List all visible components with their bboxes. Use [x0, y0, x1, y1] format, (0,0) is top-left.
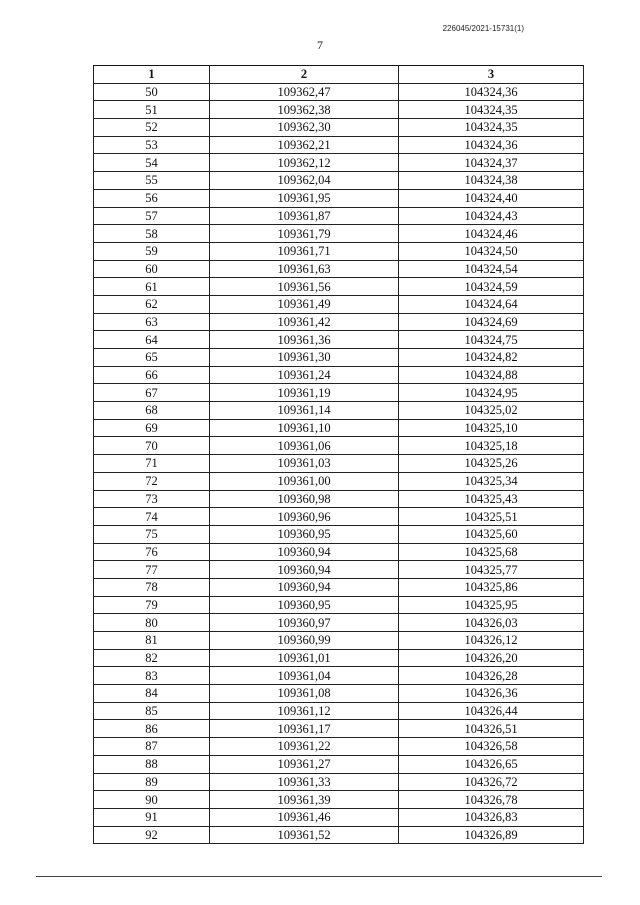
x-coordinate-cell: 109361,56	[210, 278, 399, 296]
x-coordinate-cell: 109361,46	[210, 808, 399, 826]
x-coordinate-cell: 109361,01	[210, 649, 399, 667]
point-number-cell: 73	[94, 490, 210, 508]
table-row	[94, 791, 584, 809]
y-coordinate-cell: 104324,43	[399, 207, 584, 225]
y-coordinate-cell: 104326,44	[399, 702, 584, 720]
x-coordinate-cell: 109360,95	[210, 596, 399, 614]
y-coordinate-cell: 104325,60	[399, 525, 584, 543]
y-coordinate-cell: 104325,26	[399, 455, 584, 473]
x-coordinate-cell: 109360,98	[210, 490, 399, 508]
point-number-cell: 63	[94, 313, 210, 331]
x-coordinate-cell: 109360,95	[210, 525, 399, 543]
x-coordinate-cell: 109361,27	[210, 755, 399, 773]
x-coordinate-cell: 109361,04	[210, 667, 399, 685]
x-coordinate-cell: 109361,17	[210, 720, 399, 738]
point-number-cell: 52	[94, 119, 210, 137]
table-row	[94, 189, 584, 207]
point-number-cell: 57	[94, 207, 210, 225]
point-number-cell: 72	[94, 472, 210, 490]
table-row	[94, 826, 584, 844]
table-row	[94, 632, 584, 650]
table-row	[94, 331, 584, 349]
point-number-cell: 50	[94, 83, 210, 101]
y-coordinate-cell: 104325,34	[399, 472, 584, 490]
y-coordinate-cell: 104326,03	[399, 614, 584, 632]
y-coordinate-cell: 104325,86	[399, 578, 584, 596]
y-coordinate-cell: 104326,51	[399, 720, 584, 738]
table-row	[94, 525, 584, 543]
x-coordinate-cell: 109360,94	[210, 578, 399, 596]
point-number-cell: 67	[94, 384, 210, 402]
table-row	[94, 543, 584, 561]
point-number-cell: 64	[94, 331, 210, 349]
point-number-cell: 85	[94, 702, 210, 720]
table-row	[94, 207, 584, 225]
point-number-cell: 68	[94, 402, 210, 420]
x-coordinate-cell: 109361,12	[210, 702, 399, 720]
table-row	[94, 596, 584, 614]
y-coordinate-cell: 104324,35	[399, 119, 584, 137]
table-row	[94, 755, 584, 773]
x-coordinate-cell: 109360,97	[210, 614, 399, 632]
coordinates-table	[93, 65, 584, 844]
table-row	[94, 101, 584, 119]
point-number-cell: 90	[94, 791, 210, 809]
y-coordinate-cell: 104324,82	[399, 349, 584, 367]
table-row	[94, 490, 584, 508]
point-number-cell: 89	[94, 773, 210, 791]
point-number-cell: 77	[94, 561, 210, 579]
x-coordinate-cell: 109361,03	[210, 455, 399, 473]
x-coordinate-cell: 109361,79	[210, 225, 399, 243]
column-header-1: 1	[94, 66, 210, 84]
footer-divider	[36, 876, 602, 877]
x-coordinate-cell: 109360,96	[210, 508, 399, 526]
y-coordinate-cell: 104324,36	[399, 136, 584, 154]
table-row	[94, 225, 584, 243]
y-coordinate-cell: 104326,83	[399, 808, 584, 826]
x-coordinate-cell: 109361,63	[210, 260, 399, 278]
x-coordinate-cell: 109361,87	[210, 207, 399, 225]
x-coordinate-cell: 109361,33	[210, 773, 399, 791]
x-coordinate-cell: 109361,06	[210, 437, 399, 455]
point-number-cell: 82	[94, 649, 210, 667]
point-number-cell: 88	[94, 755, 210, 773]
y-coordinate-cell: 104325,77	[399, 561, 584, 579]
y-coordinate-cell: 104326,65	[399, 755, 584, 773]
table-row	[94, 614, 584, 632]
x-coordinate-cell: 109361,39	[210, 791, 399, 809]
table-row	[94, 366, 584, 384]
table-row	[94, 349, 584, 367]
y-coordinate-cell: 104324,54	[399, 260, 584, 278]
y-coordinate-cell: 104325,18	[399, 437, 584, 455]
y-coordinate-cell: 104325,10	[399, 419, 584, 437]
x-coordinate-cell: 109362,21	[210, 136, 399, 154]
point-number-cell: 86	[94, 720, 210, 738]
x-coordinate-cell: 109362,12	[210, 154, 399, 172]
y-coordinate-cell: 104325,51	[399, 508, 584, 526]
table-row	[94, 172, 584, 190]
x-coordinate-cell: 109361,71	[210, 242, 399, 260]
table-row	[94, 419, 584, 437]
point-number-cell: 78	[94, 578, 210, 596]
document-id: 226045/2021-15731(1)	[442, 24, 524, 33]
point-number-cell: 92	[94, 826, 210, 844]
page-number: 7	[317, 38, 323, 52]
x-coordinate-cell: 109361,08	[210, 685, 399, 703]
x-coordinate-cell: 109360,99	[210, 632, 399, 650]
point-number-cell: 65	[94, 349, 210, 367]
x-coordinate-cell: 109361,30	[210, 349, 399, 367]
x-coordinate-cell: 109361,22	[210, 738, 399, 756]
table-row	[94, 260, 584, 278]
table-row	[94, 702, 584, 720]
x-coordinate-cell: 109361,42	[210, 313, 399, 331]
x-coordinate-cell: 109362,38	[210, 101, 399, 119]
table-row	[94, 154, 584, 172]
x-coordinate-cell: 109361,19	[210, 384, 399, 402]
point-number-cell: 61	[94, 278, 210, 296]
y-coordinate-cell: 104326,12	[399, 632, 584, 650]
table-row	[94, 667, 584, 685]
table-row	[94, 649, 584, 667]
y-coordinate-cell: 104326,72	[399, 773, 584, 791]
y-coordinate-cell: 104324,38	[399, 172, 584, 190]
point-number-cell: 51	[94, 101, 210, 119]
point-number-cell: 81	[94, 632, 210, 650]
x-coordinate-cell: 109361,00	[210, 472, 399, 490]
table-row	[94, 472, 584, 490]
point-number-cell: 71	[94, 455, 210, 473]
table-row	[94, 808, 584, 826]
point-number-cell: 80	[94, 614, 210, 632]
table-row	[94, 685, 584, 703]
y-coordinate-cell: 104325,68	[399, 543, 584, 561]
table-header-row	[94, 66, 584, 84]
point-number-cell: 76	[94, 543, 210, 561]
y-coordinate-cell: 104324,50	[399, 242, 584, 260]
table-row	[94, 402, 584, 420]
y-coordinate-cell: 104324,64	[399, 295, 584, 313]
point-number-cell: 55	[94, 172, 210, 190]
y-coordinate-cell: 104324,35	[399, 101, 584, 119]
x-coordinate-cell: 109361,10	[210, 419, 399, 437]
column-header-2: 2	[210, 66, 399, 84]
point-number-cell: 75	[94, 525, 210, 543]
point-number-cell: 69	[94, 419, 210, 437]
table-row	[94, 83, 584, 101]
point-number-cell: 58	[94, 225, 210, 243]
table-row	[94, 136, 584, 154]
x-coordinate-cell: 109362,47	[210, 83, 399, 101]
y-coordinate-cell: 104325,95	[399, 596, 584, 614]
y-coordinate-cell: 104326,58	[399, 738, 584, 756]
y-coordinate-cell: 104326,89	[399, 826, 584, 844]
y-coordinate-cell: 104324,75	[399, 331, 584, 349]
point-number-cell: 56	[94, 189, 210, 207]
table-row	[94, 242, 584, 260]
y-coordinate-cell: 104324,88	[399, 366, 584, 384]
y-coordinate-cell: 104324,36	[399, 83, 584, 101]
point-number-cell: 66	[94, 366, 210, 384]
table-row	[94, 773, 584, 791]
table-row	[94, 508, 584, 526]
y-coordinate-cell: 104324,37	[399, 154, 584, 172]
y-coordinate-cell: 104324,59	[399, 278, 584, 296]
point-number-cell: 84	[94, 685, 210, 703]
table-row	[94, 455, 584, 473]
point-number-cell: 87	[94, 738, 210, 756]
point-number-cell: 60	[94, 260, 210, 278]
x-coordinate-cell: 109362,04	[210, 172, 399, 190]
table-row	[94, 561, 584, 579]
x-coordinate-cell: 109361,52	[210, 826, 399, 844]
table-row	[94, 720, 584, 738]
x-coordinate-cell: 109361,49	[210, 295, 399, 313]
point-number-cell: 79	[94, 596, 210, 614]
point-number-cell: 83	[94, 667, 210, 685]
y-coordinate-cell: 104326,78	[399, 791, 584, 809]
y-coordinate-cell: 104325,43	[399, 490, 584, 508]
point-number-cell: 53	[94, 136, 210, 154]
y-coordinate-cell: 104326,28	[399, 667, 584, 685]
table-body	[94, 83, 584, 844]
point-number-cell: 54	[94, 154, 210, 172]
y-coordinate-cell: 104325,02	[399, 402, 584, 420]
point-number-cell: 70	[94, 437, 210, 455]
y-coordinate-cell: 104324,69	[399, 313, 584, 331]
x-coordinate-cell: 109361,24	[210, 366, 399, 384]
table-row	[94, 119, 584, 137]
point-number-cell: 59	[94, 242, 210, 260]
y-coordinate-cell: 104324,46	[399, 225, 584, 243]
x-coordinate-cell: 109361,36	[210, 331, 399, 349]
y-coordinate-cell: 104324,40	[399, 189, 584, 207]
x-coordinate-cell: 109360,94	[210, 543, 399, 561]
table-row	[94, 384, 584, 402]
table-row	[94, 578, 584, 596]
table-row	[94, 295, 584, 313]
point-number-cell: 62	[94, 295, 210, 313]
y-coordinate-cell: 104324,95	[399, 384, 584, 402]
x-coordinate-cell: 109360,94	[210, 561, 399, 579]
y-coordinate-cell: 104326,36	[399, 685, 584, 703]
table-row	[94, 738, 584, 756]
x-coordinate-cell: 109362,30	[210, 119, 399, 137]
table-row	[94, 278, 584, 296]
point-number-cell: 91	[94, 808, 210, 826]
table-row	[94, 313, 584, 331]
column-header-3: 3	[399, 66, 584, 84]
point-number-cell: 74	[94, 508, 210, 526]
y-coordinate-cell: 104326,20	[399, 649, 584, 667]
x-coordinate-cell: 109361,95	[210, 189, 399, 207]
table-row	[94, 437, 584, 455]
x-coordinate-cell: 109361,14	[210, 402, 399, 420]
